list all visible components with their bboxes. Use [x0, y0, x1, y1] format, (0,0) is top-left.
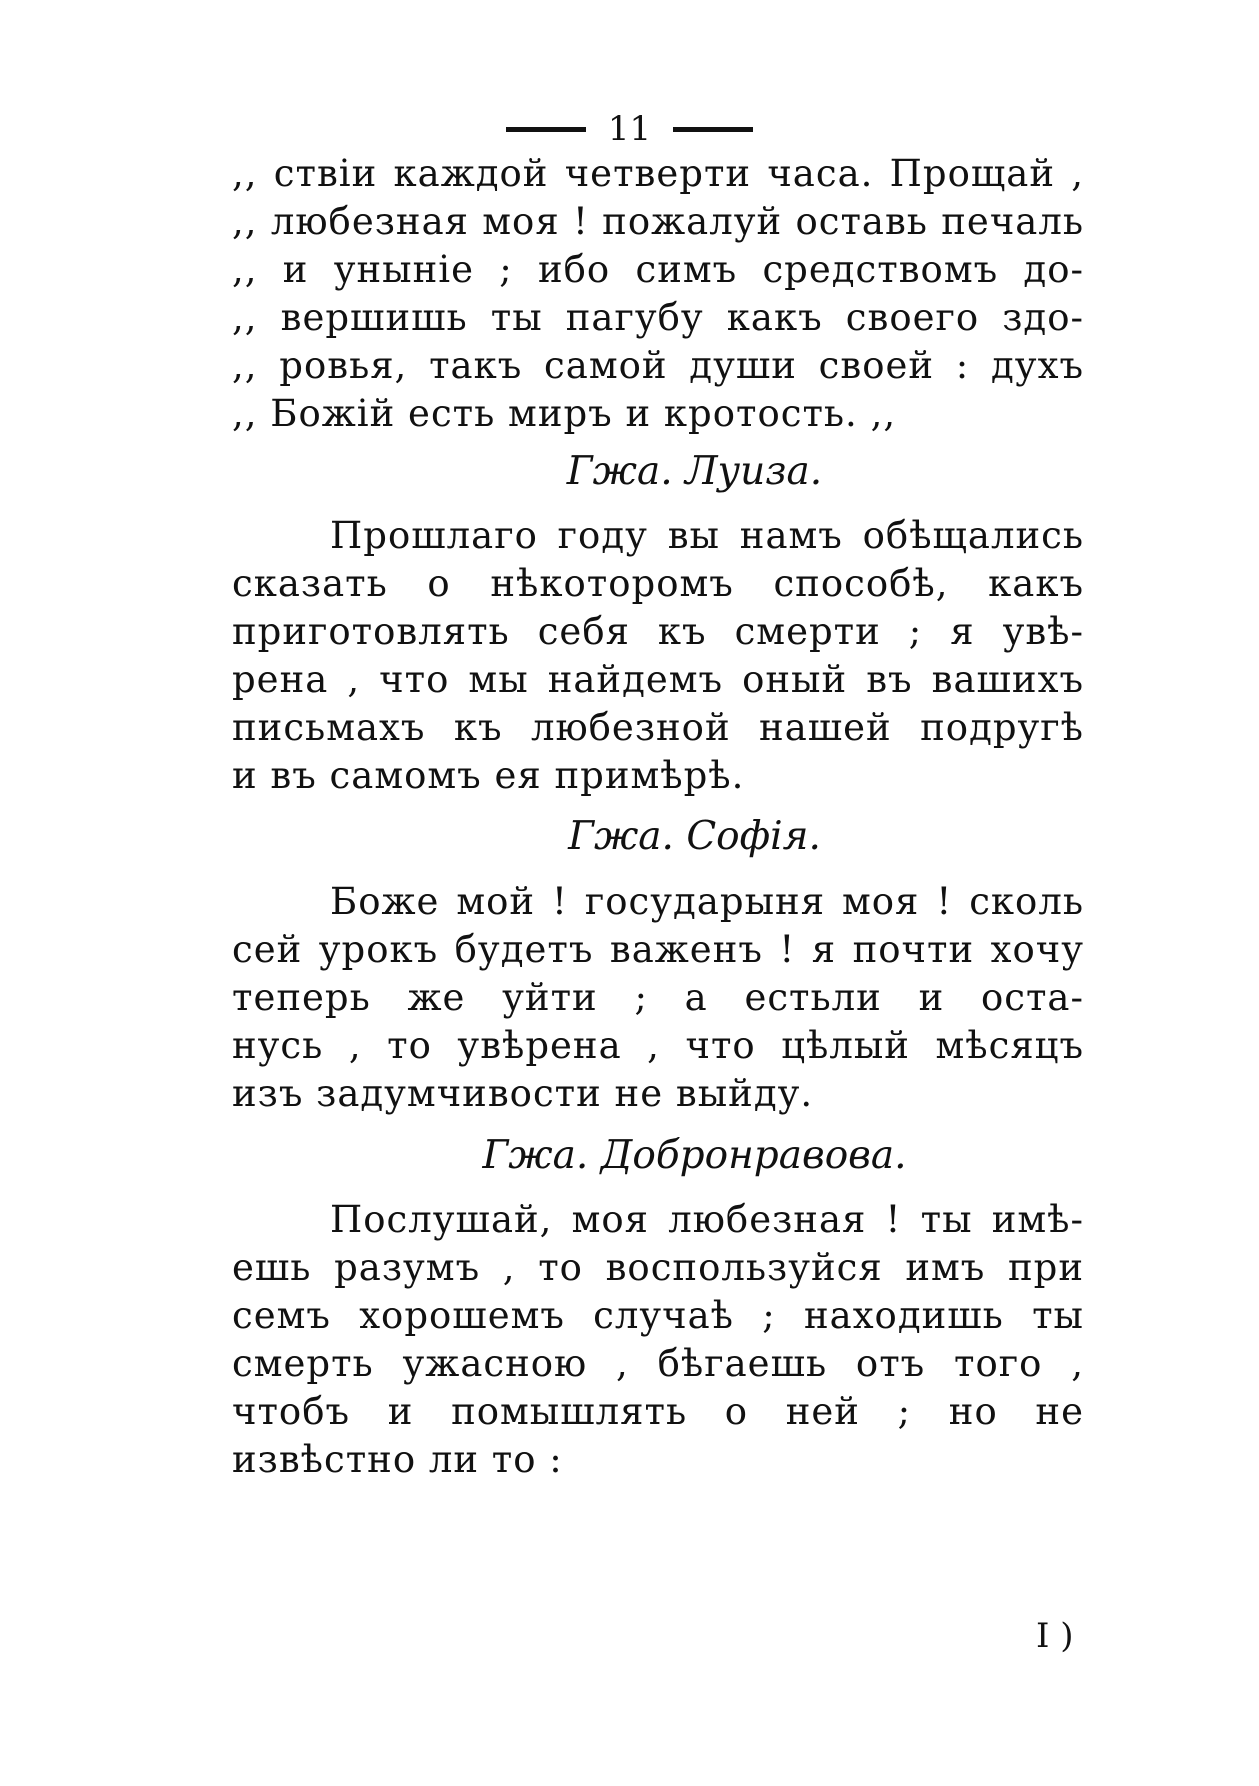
- text-line: ,, Божій есть миръ и кротость. ,,: [232, 392, 897, 435]
- text-line: приготовлять себя къ смерти ; я увѣ-: [232, 610, 1084, 653]
- text-line: чтобъ и помышлять о ней ; но не: [232, 1390, 1084, 1433]
- speaker-heading: Гжа. Добронравова.: [482, 1133, 907, 1178]
- text-line: смерть ужасною , бѣгаешь отъ того ,: [232, 1342, 1084, 1385]
- text-line: ,, любезная моя ! пожалуй оставь печаль: [232, 200, 1084, 243]
- text-line: теперь же уйти ; а естьли и оста-: [232, 976, 1084, 1019]
- page-number: 11: [607, 109, 652, 149]
- text-line: сказать о нѣкоторомъ способѣ, какъ: [232, 562, 1084, 605]
- text-line: ,, ствіи каждой четверти часа. Прощай ,: [232, 152, 1084, 195]
- text-line: ,, и уныніе ; ибо симъ средствомъ до-: [232, 248, 1084, 291]
- page-header: [0, 109, 1259, 149]
- header-rule-left: [506, 127, 586, 132]
- text-line: рена , что мы найдемъ оный въ вашихъ: [232, 658, 1084, 701]
- text-line: и въ самомъ ея примѣрѣ.: [232, 754, 745, 797]
- text-line: извѣстно ли то :: [232, 1438, 563, 1481]
- speaker-heading: Гжа. Луиза.: [566, 449, 823, 494]
- text-line: семъ хорошемъ случаѣ ; находишь ты: [232, 1294, 1084, 1337]
- header-rule-right: [673, 127, 753, 132]
- text-line: сей урокъ будетъ важенъ ! я почти хочу: [232, 928, 1084, 971]
- text-line: письмахъ къ любезной нашей подругѣ: [232, 706, 1084, 749]
- text-line: нусь , то увѣрена , что цѣлый мѣсяцъ: [232, 1024, 1084, 1067]
- text-line: ,, вершишь ты пагубу какъ своего здо-: [232, 296, 1084, 339]
- speaker-heading: Гжа. Софія.: [568, 814, 821, 859]
- signature-mark: I ): [1036, 1616, 1074, 1656]
- text-line: Прошлаго году вы намъ обѣщались: [330, 514, 1084, 557]
- text-line: Послушай, моя любезная ! ты имѣ-: [330, 1198, 1084, 1241]
- text-line: ешь разумъ , то воспользуйся имъ при: [232, 1246, 1084, 1289]
- text-line: ,, ровья, такъ самой души своей : духъ: [232, 344, 1084, 387]
- text-line: Боже мой ! государыня моя ! сколь: [330, 880, 1084, 923]
- text-line: изъ задумчивости не выйду.: [232, 1072, 814, 1115]
